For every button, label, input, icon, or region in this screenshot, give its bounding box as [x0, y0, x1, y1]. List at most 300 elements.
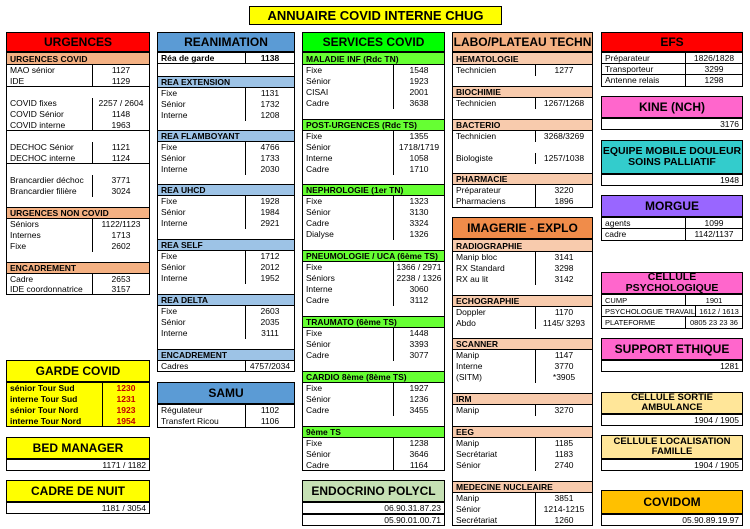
phone-number: 1366 / 2971 — [393, 262, 444, 273]
table-row — [303, 65, 444, 76]
table-row — [7, 109, 149, 120]
row-label: Cadre — [306, 460, 330, 470]
row-label: Cadre — [306, 218, 330, 228]
table-row — [602, 295, 742, 306]
table-row — [453, 252, 592, 263]
row-label: RX au lit — [456, 274, 489, 284]
endocrino-value-1: 06.90.31.87.23 — [302, 502, 445, 514]
phone-number: 1257/1038 — [535, 153, 592, 164]
row-label: Secrétariat — [456, 515, 498, 525]
table-row — [158, 164, 294, 175]
phone-number: 1713 — [92, 230, 149, 241]
table-row — [602, 53, 742, 64]
row-label: Manip — [456, 493, 480, 503]
post-urgences-subheader: POST-URGENCES (Rdc TS) — [303, 119, 444, 131]
row-label: Préparateur — [605, 53, 650, 63]
row-label: Internes — [10, 230, 41, 240]
phone-number: 2001 — [393, 87, 444, 98]
garde-covid-header: GARDE COVID — [6, 360, 150, 382]
rea-uhcd-subheader: REA UHCD — [158, 184, 294, 196]
localisation-header — [601, 435, 743, 459]
table-row — [158, 251, 294, 262]
table-row — [453, 405, 592, 416]
row-label: Manip — [456, 350, 480, 360]
table-row — [158, 306, 294, 317]
table-row — [602, 317, 742, 328]
row-label: Manip — [456, 438, 480, 448]
row-label: Sénior — [306, 339, 331, 349]
phone-number: 3060 — [393, 284, 444, 295]
kine-header: KINE (NCH) — [601, 96, 743, 118]
row-label: Cadre — [306, 350, 330, 360]
efs-header: EFS — [601, 32, 743, 52]
garde-covid-section — [6, 382, 150, 427]
row-label: PSYCHOLOGUE TRAVAIL — [605, 307, 696, 316]
table-row — [7, 241, 149, 252]
row-label: Fixe — [161, 88, 178, 98]
maladie-inf-subheader: MALADIE INF (Rdc TN) — [303, 53, 444, 65]
phone-number: 1732 — [245, 99, 294, 110]
phone-number: 4766 — [245, 142, 294, 153]
row-label: Biologiste — [456, 153, 493, 163]
phone-number: 1124 — [92, 153, 149, 163]
phone-number: 1923 — [393, 76, 444, 87]
row-label: Cadres — [161, 361, 189, 371]
covidom-header: COVIDOM — [601, 490, 743, 514]
phone-number: 1927 — [393, 383, 444, 394]
row-label: Cadre — [306, 295, 330, 305]
table-row — [602, 64, 742, 75]
row-label: Interne — [161, 273, 188, 283]
localisation-value: 1904 / 1905 — [601, 459, 743, 471]
phone-number: 1712 — [245, 251, 294, 262]
phone-number: 3851 — [535, 493, 592, 504]
row-label: Sénior — [161, 317, 186, 327]
row-label: Technicien — [456, 65, 497, 75]
table-row — [158, 328, 294, 339]
phone-number: 4757/2034 — [245, 361, 294, 372]
table-row — [602, 229, 742, 240]
row-label: Sénior — [306, 76, 331, 86]
phone-number: 1952 — [245, 273, 294, 284]
row-label: Doppler — [456, 307, 486, 317]
table-row — [453, 274, 592, 285]
phone-number: 1147 — [535, 350, 592, 361]
table-row — [453, 196, 592, 207]
row-label: Fixe — [161, 196, 178, 206]
row-label: COVID Sénior — [10, 109, 64, 119]
palliatif-header — [601, 140, 743, 174]
row-label: Sénior — [306, 449, 331, 459]
phone-number: 1260 — [535, 515, 592, 526]
phone-number: 3638 — [393, 98, 444, 109]
palliatif-value: 1948 — [601, 174, 743, 186]
reanimation-header: REANIMATION — [157, 32, 295, 52]
row-label: DECHOC interne — [10, 153, 76, 163]
phone-number: 1214-1215 — [535, 504, 592, 515]
phone-number: 1106 — [245, 416, 294, 427]
row-label: Secrétariat — [456, 449, 498, 459]
row-label: Transfert Ricou — [161, 416, 219, 426]
bacterio-subheader: BACTERIO — [453, 119, 592, 131]
morgue-section — [601, 217, 743, 241]
phone-number: 3130 — [393, 207, 444, 218]
row-label: Séniors — [10, 219, 39, 229]
phone-number: 3646 — [393, 449, 444, 460]
rea-encadrement-subheader: ENCADREMENT — [158, 349, 294, 361]
phone-number: 1277 — [535, 65, 592, 76]
psycho-header: CELLULE PSYCHOLOGIQUE — [601, 272, 743, 294]
row-label: Fixe — [10, 241, 27, 251]
phone-number: 1170 — [535, 307, 592, 318]
table-row — [303, 405, 444, 416]
table-row — [158, 99, 294, 110]
phone-number: 1058 — [393, 153, 444, 164]
phone-number: 1142/1137 — [685, 229, 742, 240]
table-row — [158, 53, 294, 64]
rea-extension-subheader: REA EXTENSION — [158, 76, 294, 88]
row-label: CUMP — [605, 296, 628, 305]
table-row — [453, 372, 592, 383]
table-row — [303, 218, 444, 229]
eeg-subheader: EEG — [453, 426, 592, 438]
phone-number: 2012 — [245, 262, 294, 273]
phone-number: 1323 — [393, 196, 444, 207]
phone-number: 2602 — [92, 241, 149, 252]
traumato-subheader: TRAUMATO (6ème TS) — [303, 316, 444, 328]
row-label: DECHOC Sénior — [10, 142, 74, 152]
table-row — [602, 218, 742, 229]
row-label: Réa de garde — [161, 53, 215, 63]
phone-number: 2603 — [245, 306, 294, 317]
row-label: Interne — [161, 218, 188, 228]
table-row — [303, 131, 444, 142]
phone-number: 1923 — [102, 405, 149, 416]
medecine-nucleaire-subheader: MEDECINE NUCLEAIRE — [453, 481, 592, 493]
table-row — [7, 76, 149, 87]
row-label: COVID interne — [10, 120, 66, 130]
row-label: sénior Tour Nord — [10, 405, 79, 415]
phone-number: 1718/1719 — [393, 142, 444, 153]
phone-number: 1138 — [245, 53, 294, 63]
labo-section — [452, 52, 593, 208]
table-row — [7, 120, 149, 131]
table-row — [602, 306, 742, 317]
row-label: Interne — [456, 361, 483, 371]
samu-section — [157, 404, 295, 428]
reanimation-section — [157, 52, 295, 372]
row-label: Sénior — [456, 504, 481, 514]
table-row — [158, 317, 294, 328]
table-row — [158, 218, 294, 229]
row-label: Fixe — [161, 142, 178, 152]
table-row — [303, 87, 444, 98]
row-label: Fixe — [161, 306, 178, 316]
phone-number: 1099 — [685, 218, 742, 228]
bed-manager-header: BED MANAGER — [6, 437, 150, 459]
phone-number: 1267/1268 — [535, 98, 592, 109]
table-row — [7, 175, 149, 186]
phone-number: 1183 — [535, 449, 592, 460]
table-row — [303, 284, 444, 295]
scanner-subheader: SCANNER — [453, 338, 592, 350]
row-label: Fixe — [306, 383, 323, 393]
phone-number: 1148 — [92, 109, 149, 120]
phone-number: 1733 — [245, 153, 294, 164]
phone-number: 1185 — [535, 438, 592, 449]
phone-number: 1208 — [245, 110, 294, 121]
ethique-header: SUPPORT ETHIQUE — [601, 338, 743, 360]
row-label: Interne — [161, 110, 188, 120]
row-label: CISAI — [306, 87, 329, 97]
pneumologie-subheader: PNEUMOLOGIE / UCA (6ème TS) — [303, 250, 444, 262]
row-label: Cadre — [306, 98, 330, 108]
imagerie-header: IMAGERIE - EXPLO — [452, 217, 593, 239]
urgences-non-covid-subheader: URGENCES NON COVID — [7, 207, 149, 219]
table-row — [158, 142, 294, 153]
table-row — [158, 273, 294, 284]
endocrino-value-2: 05.90.01.00.71 — [302, 514, 445, 526]
imagerie-section — [452, 239, 593, 526]
table-row — [7, 186, 149, 197]
phone-number: 3220 — [535, 185, 592, 196]
table-row — [303, 328, 444, 339]
table-row — [303, 207, 444, 218]
neuvieme-ts-subheader: 9ème TS — [303, 426, 444, 438]
row-label: Technicien — [456, 131, 497, 141]
row-label: (SITM) — [456, 372, 482, 382]
pharmacie-subheader: PHARMACIE — [453, 173, 592, 185]
row-label: Régulateur — [161, 405, 203, 415]
page-title: ANNUAIRE COVID INTERNE CHUG — [249, 6, 502, 25]
rea-flamboyant-subheader: REA FLAMBOYANT — [158, 130, 294, 142]
table-row — [303, 262, 444, 273]
table-row — [158, 207, 294, 218]
phone-number: 1122/1123 — [92, 219, 149, 230]
row-label: Interne — [161, 328, 188, 338]
table-row — [7, 230, 149, 241]
table-row — [303, 76, 444, 87]
table-row — [158, 262, 294, 273]
table-row — [158, 416, 294, 427]
phone-number: 1298 — [685, 75, 742, 86]
table-row — [453, 185, 592, 196]
row-label: Préparateur — [456, 185, 501, 195]
phone-number: 1102 — [245, 405, 294, 416]
row-label: Brancardier filière — [10, 186, 77, 196]
row-label: Brancardier déchoc — [10, 175, 84, 185]
psycho-section — [601, 294, 743, 329]
table-row — [453, 361, 592, 372]
row-label: Manip bloc — [456, 252, 498, 262]
table-row — [453, 131, 592, 142]
phone-number: 3770 — [535, 361, 592, 372]
irm-subheader: IRM — [453, 393, 592, 405]
table-row — [158, 361, 294, 372]
phone-number: 1129 — [92, 76, 149, 86]
biochimie-subheader: BIOCHIMIE — [453, 86, 592, 98]
row-label: Sénior — [161, 207, 186, 217]
row-label: IDE — [10, 76, 25, 86]
covidom-value: 05.90.89.19.97 — [601, 514, 743, 526]
samu-header: SAMU — [157, 382, 295, 404]
row-label: Séniors — [306, 273, 335, 283]
cadre-de-nuit-header: CADRE DE NUIT — [6, 480, 150, 502]
phone-number: 3024 — [92, 186, 149, 197]
sortie-ambulance-value: 1904 / 1905 — [601, 414, 743, 426]
phone-number: 3112 — [393, 295, 444, 306]
table-row — [7, 383, 149, 394]
table-row — [453, 449, 592, 460]
table-row — [158, 153, 294, 164]
rea-delta-subheader: REA DELTA — [158, 294, 294, 306]
row-label: Antenne relais — [605, 75, 660, 85]
phone-number: 1236 — [393, 394, 444, 405]
row-label: Dialyse — [306, 229, 334, 239]
phone-number: 3771 — [92, 175, 149, 186]
row-label: Cadre — [10, 274, 34, 284]
table-row — [303, 438, 444, 449]
phone-number: 1710 — [393, 164, 444, 175]
phone-number: 1548 — [393, 65, 444, 76]
sortie-ambulance-header: CELLULE SORTIE AMBULANCE — [601, 392, 743, 414]
cardio-subheader: CARDIO 8ème (8ème TS) — [303, 371, 444, 383]
table-row — [453, 515, 592, 526]
services-covid-header: SERVICES COVID — [302, 32, 445, 52]
phone-number: 3268/3269 — [535, 131, 592, 142]
row-label: IDE coordonnatrice — [10, 284, 83, 294]
phone-number: 1954 — [102, 416, 149, 427]
services-covid-section — [302, 52, 445, 471]
row-label: Cadre — [306, 164, 330, 174]
phone-number: 1164 — [393, 460, 444, 471]
phone-number: 1963 — [92, 120, 149, 130]
phone-number: 1145/ 3293 — [535, 318, 592, 329]
radiographie-subheader: RADIOGRAPHIE — [453, 240, 592, 252]
table-row — [453, 460, 592, 471]
table-row — [7, 219, 149, 230]
phone-number: 1896 — [535, 196, 592, 207]
phone-number: 1231 — [102, 394, 149, 405]
table-row — [453, 504, 592, 515]
table-row — [303, 98, 444, 109]
table-row — [303, 394, 444, 405]
phone-number: 2030 — [245, 164, 294, 175]
urgences-header: URGENCES — [6, 32, 150, 52]
row-label: Sénior — [161, 99, 186, 109]
row-label: Fixe — [306, 65, 323, 75]
table-row — [303, 383, 444, 394]
encadrement-subheader: ENCADREMENT — [7, 262, 149, 274]
table-row — [453, 350, 592, 361]
row-label: Transporteur — [605, 64, 654, 74]
phone-number: 1928 — [245, 196, 294, 207]
table-row — [303, 229, 444, 240]
hematologie-subheader: HEMATOLOGIE — [453, 53, 592, 65]
palliatif-title-2: SOINS PALLIATIF — [628, 156, 716, 168]
table-row — [7, 65, 149, 76]
phone-number: 3077 — [393, 350, 444, 361]
table-row — [303, 350, 444, 361]
phone-number: 3157 — [92, 284, 149, 295]
row-label: Sénior — [161, 262, 186, 272]
labo-header: LABO/PLATEAU TECHN — [452, 32, 593, 52]
phone-number: 3142 — [535, 274, 592, 285]
table-row — [453, 153, 592, 164]
phone-number: 1901 — [685, 295, 742, 305]
nephrologie-subheader: NEPHROLOGIE (1er TN) — [303, 184, 444, 196]
kine-value: 3176 — [601, 118, 743, 130]
table-row — [7, 98, 149, 109]
row-label: MAO sénior — [10, 65, 55, 75]
row-label: Interne — [161, 164, 188, 174]
table-row — [303, 142, 444, 153]
row-label: Interne — [306, 153, 333, 163]
phone-number: 2653 — [92, 274, 149, 285]
row-label: Manip — [456, 405, 480, 415]
table-row — [602, 75, 742, 86]
localisation-title-1: CELLULE LOCALISATION — [613, 436, 731, 448]
row-label: Fixe — [306, 262, 323, 272]
table-row — [7, 153, 149, 164]
row-label: Fixe — [306, 196, 323, 206]
morgue-header: MORGUE — [601, 195, 743, 217]
phone-number: 1230 — [102, 383, 149, 394]
phone-number: 3270 — [535, 405, 592, 416]
phone-number: 1238 — [393, 438, 444, 449]
phone-number: 2921 — [245, 218, 294, 229]
table-row — [453, 65, 592, 76]
phone-number: 3111 — [245, 328, 294, 339]
row-label: Fixe — [306, 131, 323, 141]
row-label: Interne — [306, 284, 333, 294]
table-row — [453, 438, 592, 449]
endocrino-header: ENDOCRINO POLYCL — [302, 480, 445, 502]
table-row — [7, 284, 149, 295]
phone-number: 1326 — [393, 229, 444, 240]
efs-section — [601, 52, 743, 87]
row-label: Sénior — [161, 153, 186, 163]
table-row — [453, 493, 592, 504]
row-label: interne Tour Nord — [10, 416, 82, 426]
table-row — [158, 405, 294, 416]
phone-number: 2257 / 2604 — [92, 98, 149, 109]
urgences-section — [6, 52, 150, 295]
table-row — [303, 295, 444, 306]
row-label: Pharmaciens — [456, 196, 506, 206]
bed-manager-value: 1171 / 1182 — [6, 459, 150, 471]
row-label: Technicien — [456, 98, 497, 108]
phone-number: 1448 — [393, 328, 444, 339]
phone-number: 3324 — [393, 218, 444, 229]
table-row — [303, 273, 444, 284]
table-row — [7, 394, 149, 405]
table-row — [453, 98, 592, 109]
table-row — [303, 153, 444, 164]
phone-number: 2035 — [245, 317, 294, 328]
table-row — [7, 416, 149, 427]
table-row — [303, 339, 444, 350]
row-label: Sénior — [306, 207, 331, 217]
table-row — [303, 449, 444, 460]
table-row — [453, 307, 592, 318]
phone-number: 2740 — [535, 460, 592, 471]
echographie-subheader: ECHOGRAPHIE — [453, 295, 592, 307]
rea-self-subheader: REA SELF — [158, 239, 294, 251]
phone-number: 1121 — [92, 142, 149, 153]
phone-number: 3298 — [535, 263, 592, 274]
table-row — [303, 460, 444, 471]
